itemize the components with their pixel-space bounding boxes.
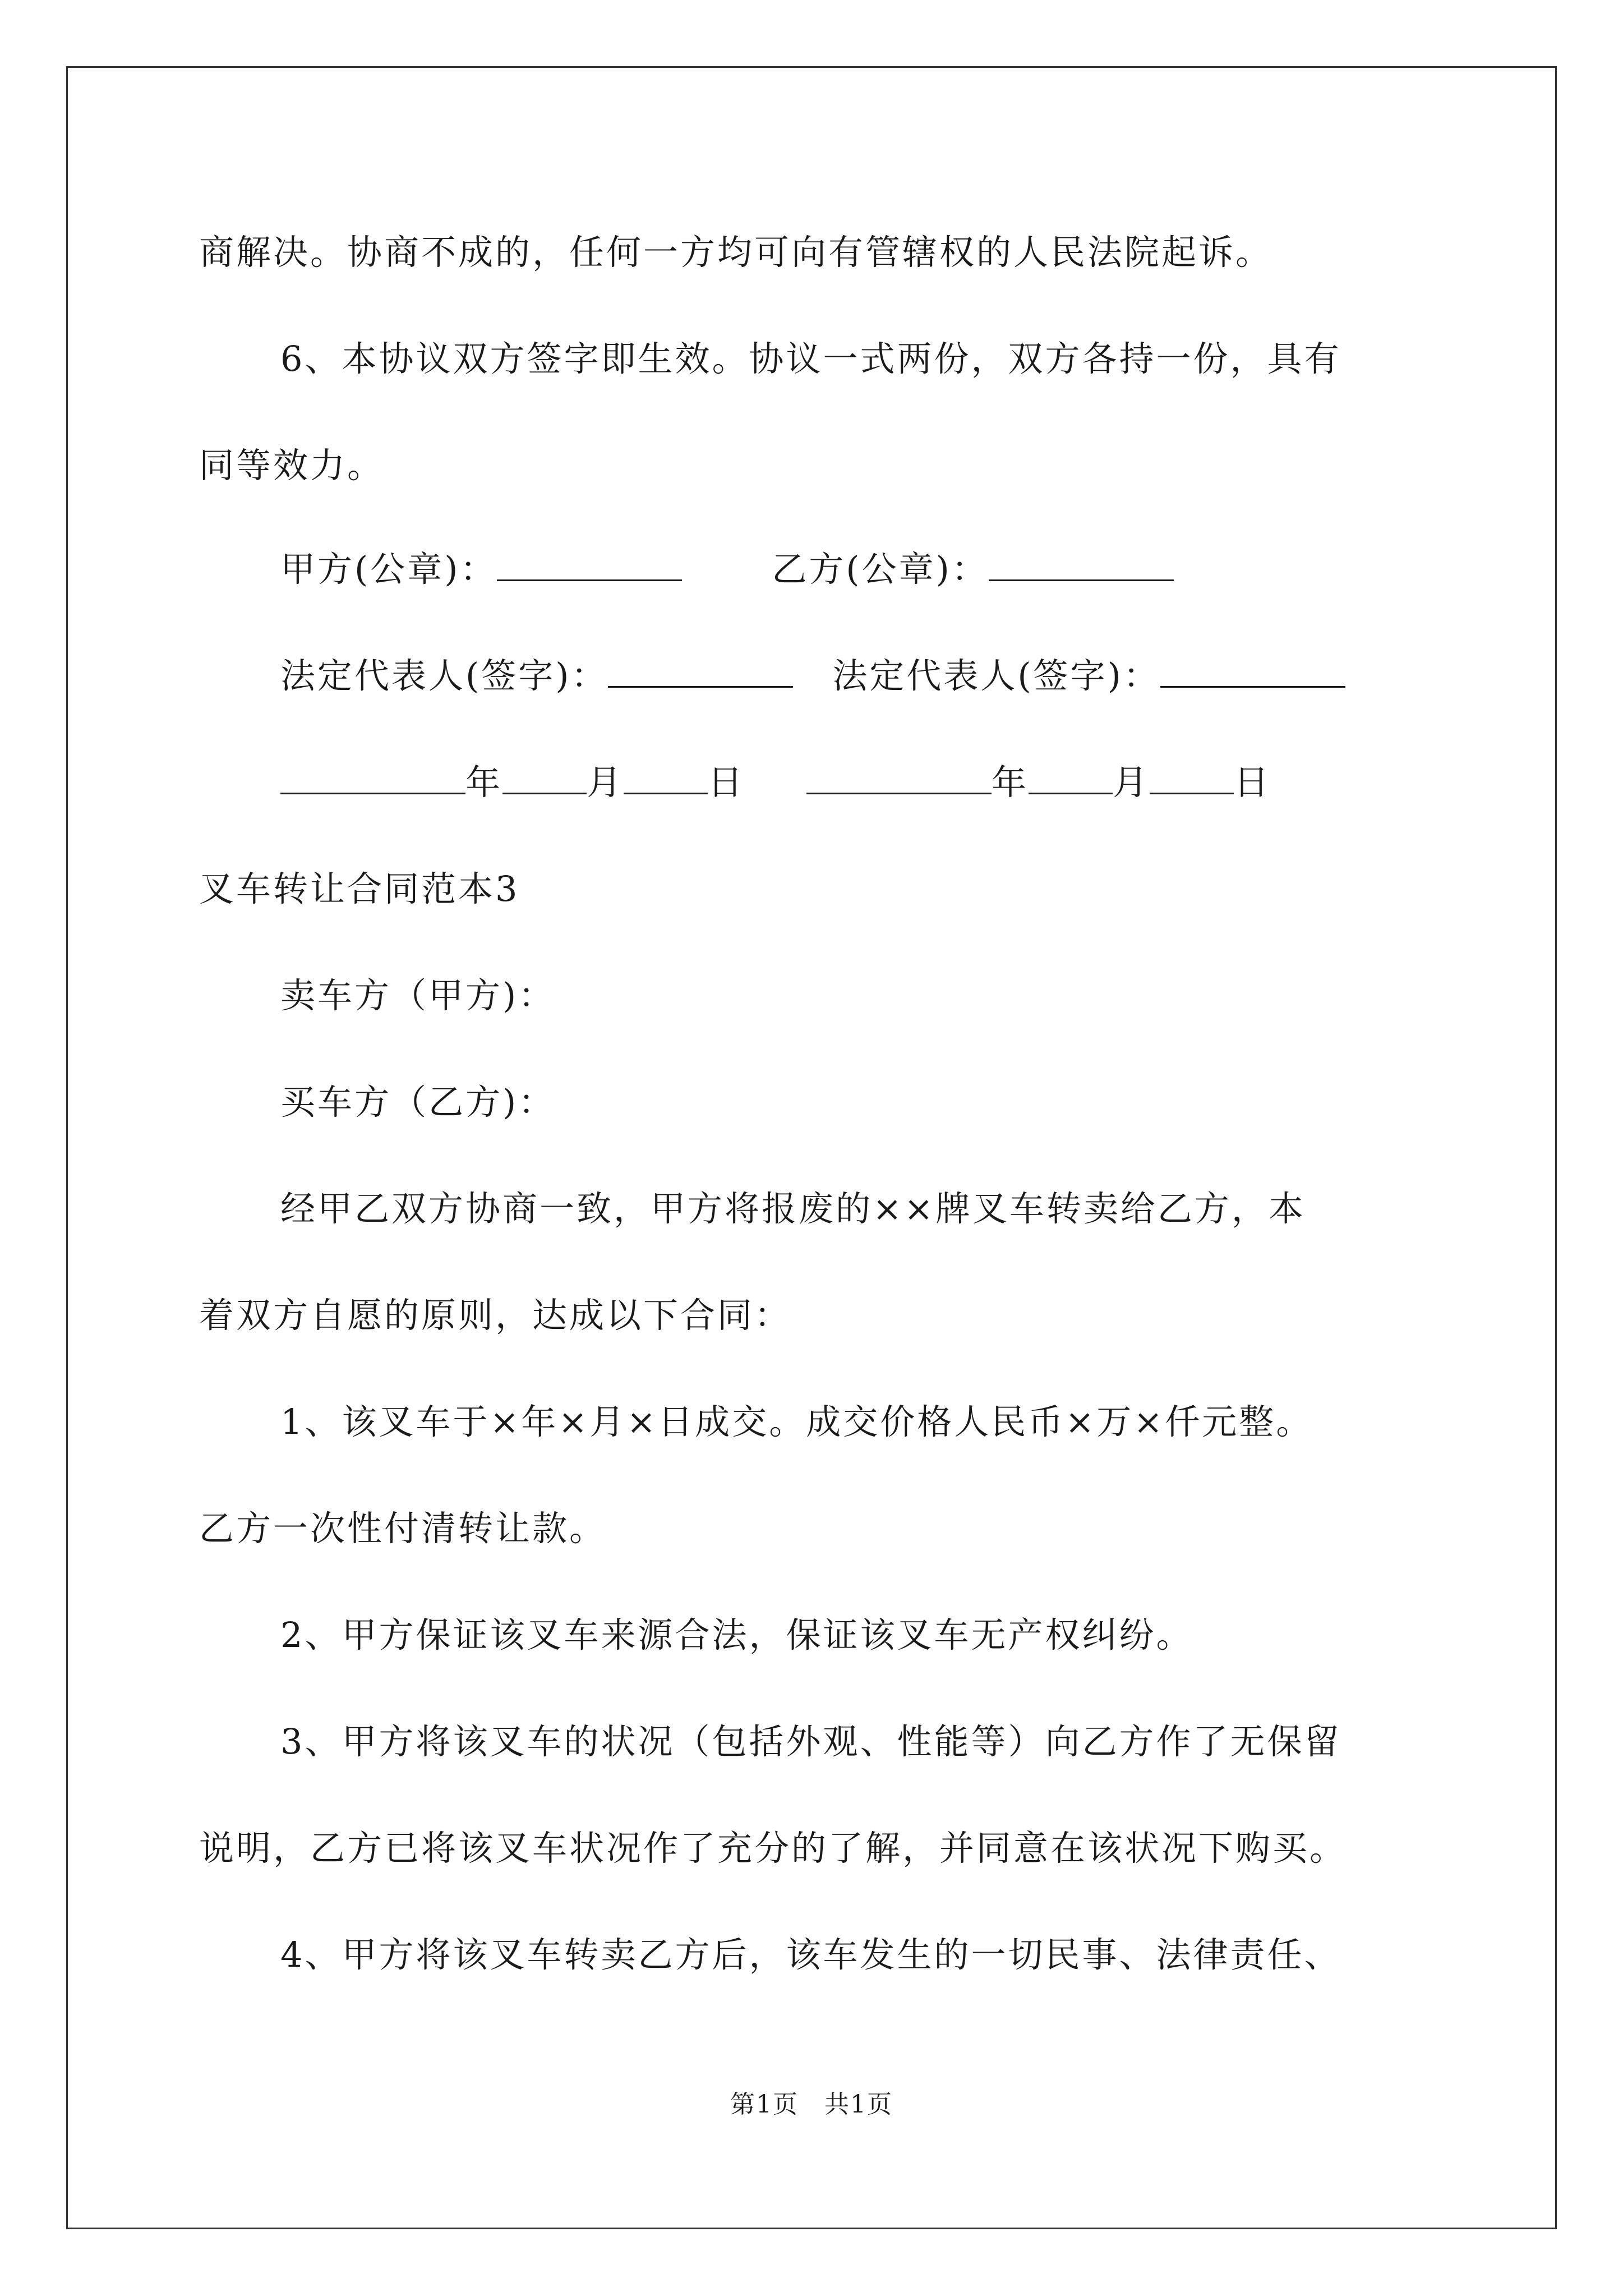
section-title: 叉车转让合同范本3: [199, 868, 520, 909]
date-blank: [502, 763, 587, 794]
month-label: 月: [1113, 762, 1150, 803]
party-a-rep-label: 法定代表人(签字)：: [280, 655, 608, 696]
signature-row-rep: [280, 654, 1345, 698]
month-label: 月: [587, 762, 624, 803]
paragraph-line: 乙方一次性付清转让款。: [199, 1508, 607, 1549]
date-blank: [280, 763, 465, 794]
signature-blank: [497, 550, 682, 581]
paragraph-line: 4、甲方将该叉车转卖乙方后，该车发生的一切民事、法律责任、: [280, 1934, 1341, 1975]
paragraph-line: 着双方自愿的原则，达成以下合同：: [199, 1295, 792, 1336]
paragraph-line: 经甲乙双方协商一致，甲方将报废的××牌叉车转卖给乙方，本: [280, 1188, 1306, 1229]
date-blank: [806, 763, 992, 794]
party-b-seal-label: 乙方(公章)：: [772, 549, 989, 590]
year-label: 年: [465, 762, 503, 803]
day-label: 日: [1234, 762, 1271, 803]
day-label: 日: [708, 762, 745, 803]
buyer-line: 买车方（乙方)：: [280, 1082, 556, 1122]
paragraph-line: 6、本协议双方签字即生效。协议一式两份，双方各持一份，具有: [280, 338, 1341, 379]
page-border: [66, 66, 1557, 2229]
paragraph-line: 2、甲方保证该叉车来源合法，保证该叉车无产权纠纷。: [280, 1614, 1193, 1655]
party-a-seal-label: 甲方(公章)：: [280, 549, 497, 590]
seller-line: 卖车方（甲方)：: [280, 975, 556, 1016]
paragraph-line: 3、甲方将该叉车的状况（包括外观、性能等）向乙方作了无保留: [280, 1721, 1341, 1762]
paragraph-line: 商解决。协商不成的，任何一方均可向有管辖权的人民法院起诉。: [199, 232, 1273, 273]
paragraph-line: 说明，乙方已将该叉车状况作了充分的了解，并同意在该状况下购买。: [199, 1828, 1347, 1869]
signature-blank: [989, 550, 1174, 581]
paragraph-line: 同等效力。: [199, 445, 385, 486]
date-blank: [1029, 763, 1113, 794]
year-label: 年: [992, 762, 1029, 803]
date-blank: [624, 763, 708, 794]
page-footer: 第1页 共1页: [730, 2090, 893, 2119]
signature-row-date: [280, 760, 1271, 805]
signature-blank: [1160, 657, 1345, 688]
party-b-rep-label: 法定代表人(签字)：: [832, 655, 1160, 696]
paragraph-line: 1、该叉车于×年×月×日成交。成交价格人民币×万×仟元整。: [280, 1401, 1313, 1442]
signature-blank: [608, 657, 793, 688]
signature-row-seal: [280, 547, 1174, 592]
date-blank: [1150, 763, 1234, 794]
